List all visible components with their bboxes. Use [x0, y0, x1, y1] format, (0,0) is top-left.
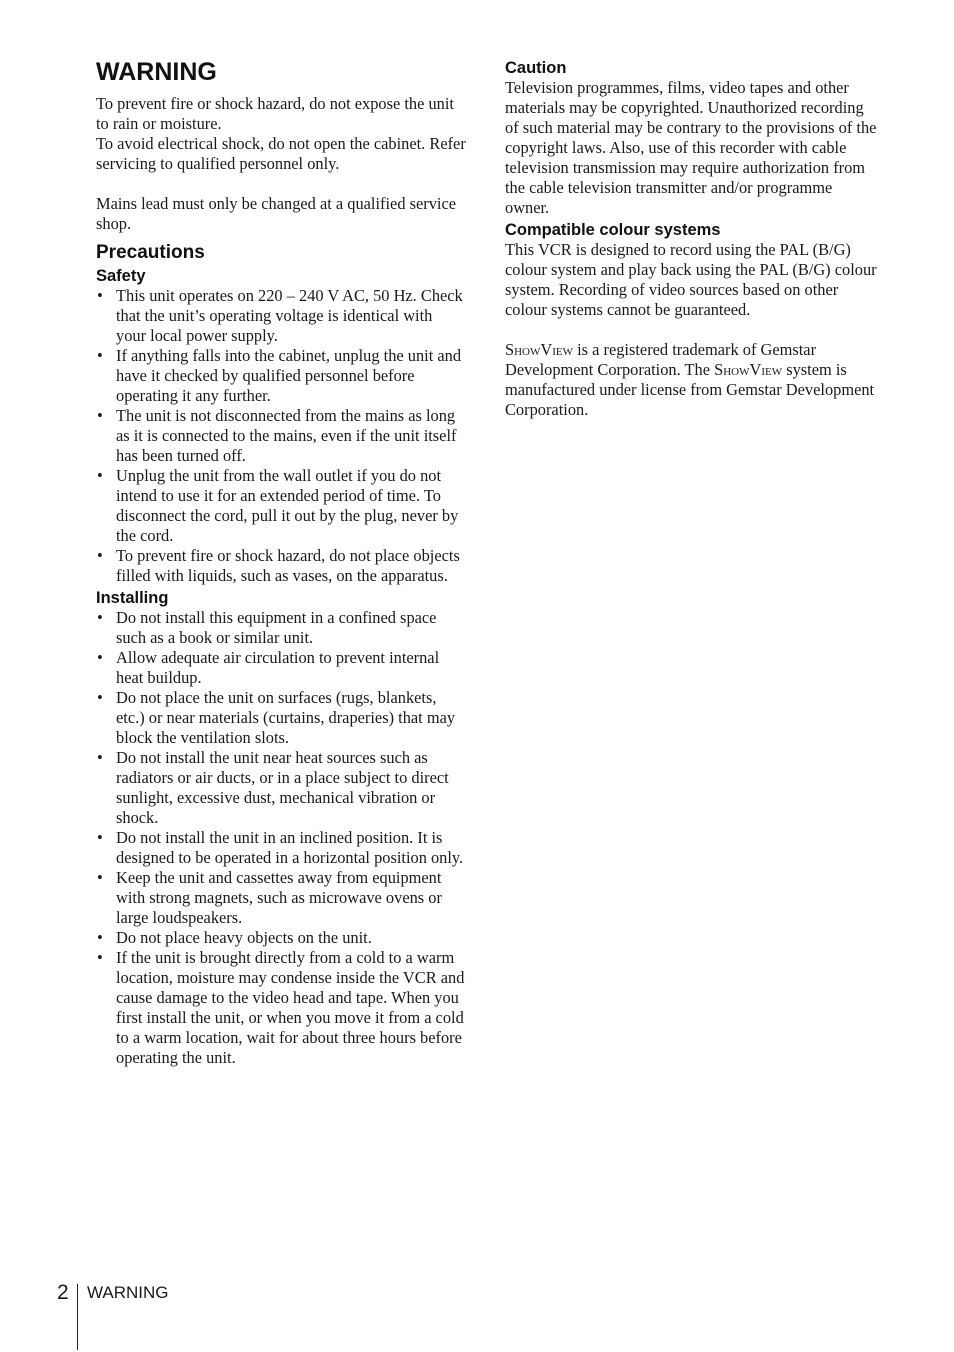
trademark-notice: ShowView is a registered trademark of Gemstar Development Corporation. The ShowView system is manufactured under license from Gemstar Development Corporation.: [505, 340, 875, 419]
colour-systems-heading: Compatible colour systems: [505, 221, 721, 239]
bullet-icon: •: [97, 928, 103, 947]
list-item: • This unit operates on 220 – 240 V AC, 50 Hz. Check that the unit’s operating voltage is identical with your local power supply.: [97, 286, 463, 345]
safety-list: [96, 286, 466, 586]
bullet-icon: •: [97, 546, 103, 565]
list-item: • The unit is not disconnected from the mains as long as it is connected to the mains, even if the unit itself has been turned off.: [97, 406, 457, 465]
bullet-icon: •: [97, 286, 103, 305]
bullet-icon: •: [97, 346, 103, 365]
list-item: • If anything falls into the cabinet, unplug the unit and have it checked by qualified personnel before operating it any further.: [97, 346, 462, 405]
bullet-icon: •: [97, 948, 103, 967]
list-item: • Do not install the unit in an inclined position. It is designed to be operated in a horizontal position only.: [97, 828, 464, 867]
safety-heading: Safety: [96, 267, 146, 285]
page-number: 2: [57, 1281, 69, 1304]
precautions-heading: Precautions: [96, 242, 205, 263]
list-item: • Do not install this equipment in a confined space such as a book or similar unit.: [97, 608, 437, 647]
colour-systems-text: This VCR is designed to record using the PAL (B/G) colour system and play back using the PAL (B/G) colour system. Recording of video sources based on other colour systems cannot be guaranteed.: [505, 240, 877, 319]
bullet-icon: •: [97, 828, 103, 847]
right-column: [505, 58, 877, 420]
list-item: • If the unit is brought directly from a cold to a warm location, moisture may condense inside the VCR and cause damage to the video head and tape. When you first install the unit, or when you move it from a cold to a warm location, wait for about three hours before operating the unit.: [97, 948, 465, 1067]
list-item: • Do not install the unit near heat sources such as radiators or air ducts, or in a place subject to direct sunlight, excessive dust, mechanical vibration or shock.: [97, 748, 449, 827]
list-item: • Keep the unit and cassettes away from equipment with strong magnets, such as microwave ovens or large loudspeakers.: [97, 868, 442, 927]
brand-name: ShowView: [714, 360, 783, 379]
list-item: • Do not place heavy objects on the unit.: [97, 928, 372, 947]
bullet-icon: •: [97, 868, 103, 887]
footer-section-label: WARNING: [87, 1283, 169, 1302]
installing-list: [96, 608, 466, 1068]
list-item: • Unplug the unit from the wall outlet if you do not intend to use it for an extended period of time. To disconnect the cord, pull it out by the plug, never by the cord.: [97, 466, 459, 545]
bullet-icon: •: [97, 688, 103, 707]
caution-heading: Caution: [505, 59, 567, 77]
bullet-icon: •: [97, 608, 103, 627]
brand-name: ShowView: [505, 340, 573, 359]
bullet-icon: •: [97, 466, 103, 485]
list-item: • To prevent fire or shock hazard, do not place objects filled with liquids, such as vases, on the apparatus.: [97, 546, 460, 585]
list-item: • Do not place the unit on surfaces (rugs, blankets, etc.) or near materials (curtains, draperies) that may block the ventilation slots.: [97, 688, 456, 747]
installing-heading: Installing: [96, 589, 169, 607]
page-title: WARNING: [96, 58, 217, 86]
caution-text: Television programmes, films, video tapes and other materials may be copyrighted. Unauthorized recording of such material may be contrary to the provisions of the copyright laws. Also, use of this recorder with cable television transmission may require authorization from the cable television transmitter and/or programme owner.: [505, 78, 877, 217]
bullet-icon: •: [97, 748, 103, 767]
list-item: • Allow adequate air circulation to prevent internal heat buildup.: [97, 648, 440, 687]
mains-lead-note: Mains lead must only be changed at a qualified service shop.: [96, 194, 457, 233]
intro-paragraph-2: To avoid electrical shock, do not open the cabinet. Refer servicing to qualified personnel only.: [96, 134, 466, 173]
intro-paragraph-1: To prevent fire or shock hazard, do not expose the unit to rain or moisture.: [96, 94, 454, 133]
left-column: [96, 58, 466, 1068]
bullet-icon: •: [97, 406, 103, 425]
bullet-icon: •: [97, 648, 103, 667]
footer-divider: [77, 1284, 78, 1350]
